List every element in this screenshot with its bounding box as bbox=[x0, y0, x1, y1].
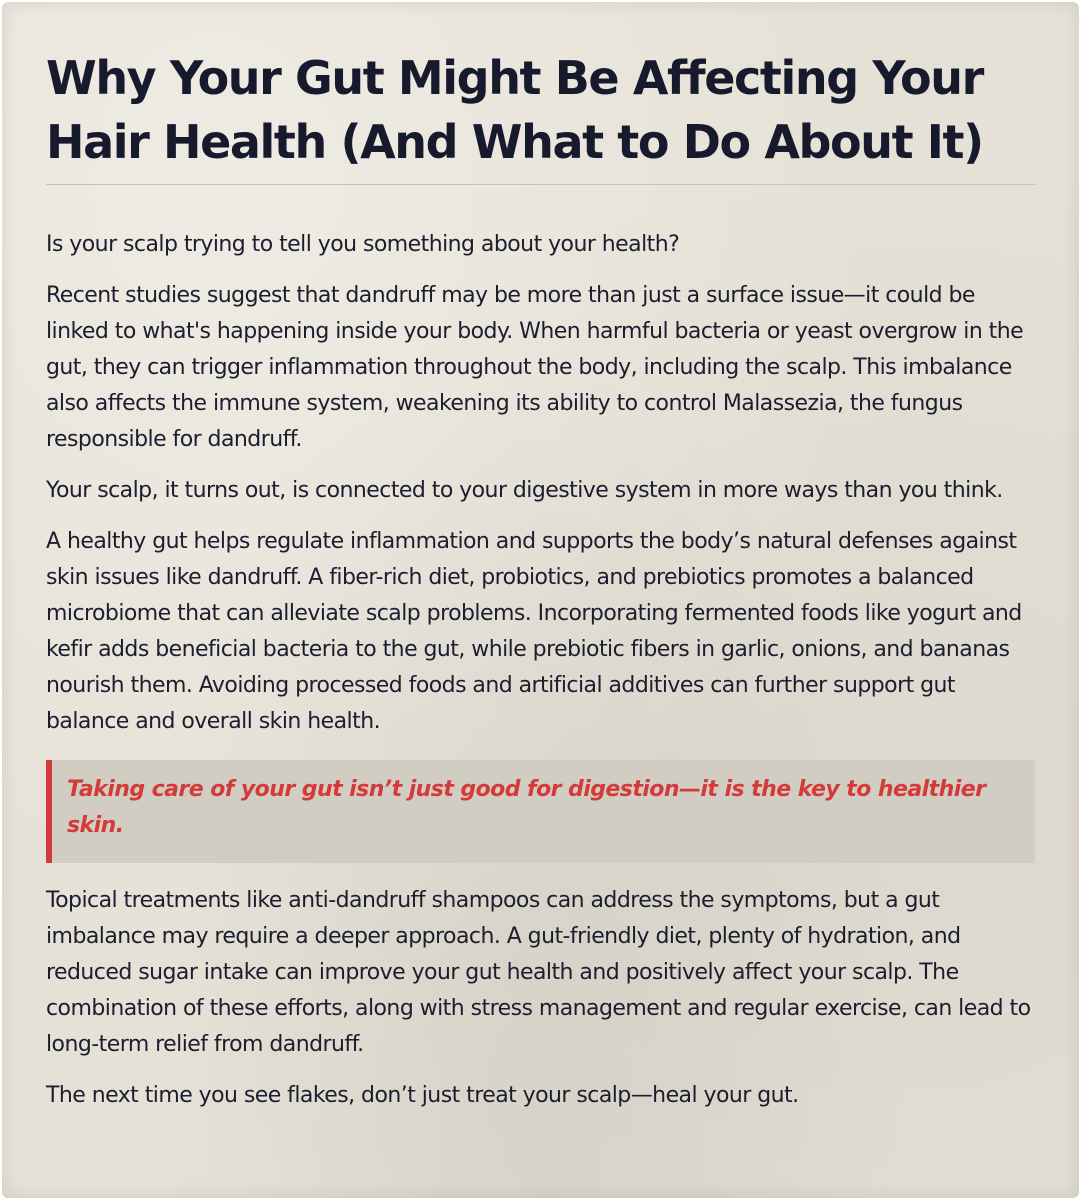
paragraph-healthy-gut: A healthy gut helps regulate inflammation and supports the body’s natural defenses against skin issues like dandruff. A fiber-rich diet, probiotics, and prebiotics promotes a balanced microbiome that can alleviate scalp problems. Incorporating fermented foods like yogurt and kefir adds beneficial bacteria to the gut, while prebiotic fibers in garlic, onions, and bananas nourish them. Avoiding processed foods and artificial additives can further support gut balance and overall skin health. bbox=[46, 529, 1022, 734]
paragraph-scalp-connection: Your scalp, it turns out, is connected to your digestive system in more ways than you think. bbox=[46, 478, 1003, 503]
article-title: Why Your Gut Might Be Affecting Your Hair Health (And What to Do About It) bbox=[46, 51, 983, 169]
paragraph-intro-question: Is your scalp trying to tell you something about your health? bbox=[46, 232, 680, 257]
article-card bbox=[2, 2, 1079, 1198]
title-divider bbox=[46, 184, 1035, 185]
pull-quote bbox=[46, 760, 1035, 863]
paragraph-dandruff-link: Recent studies suggest that dandruff may be more than just a surface issue—it could be linked to what's happening inside your body. When harmful bacteria or yeast overgrow in the gut, they can trigger inflammation throughout the body, including the scalp. This imbalance also affects the immune system, weakening its ability to control Malassezia, the fungus responsible for dandruff. bbox=[46, 283, 1024, 452]
paragraph-closing: The next time you see flakes, don’t just treat your scalp—heal your gut. bbox=[46, 1083, 799, 1108]
pull-quote-text: Taking care of your gut isn’t just good for digestion—it is the key to healthier skin. bbox=[67, 777, 986, 838]
article-body bbox=[46, 227, 1035, 1114]
paragraph-topical-treatments: Topical treatments like anti-dandruff shampoos can address the symptoms, but a gut imbalance may require a deeper approach. A gut-friendly diet, plenty of hydration, and reduced sugar intake can improve your gut health and positively affect your scalp. The combination of these efforts, along with stress management and regular exercise, can lead to long-term relief from dandruff. bbox=[46, 888, 1031, 1057]
